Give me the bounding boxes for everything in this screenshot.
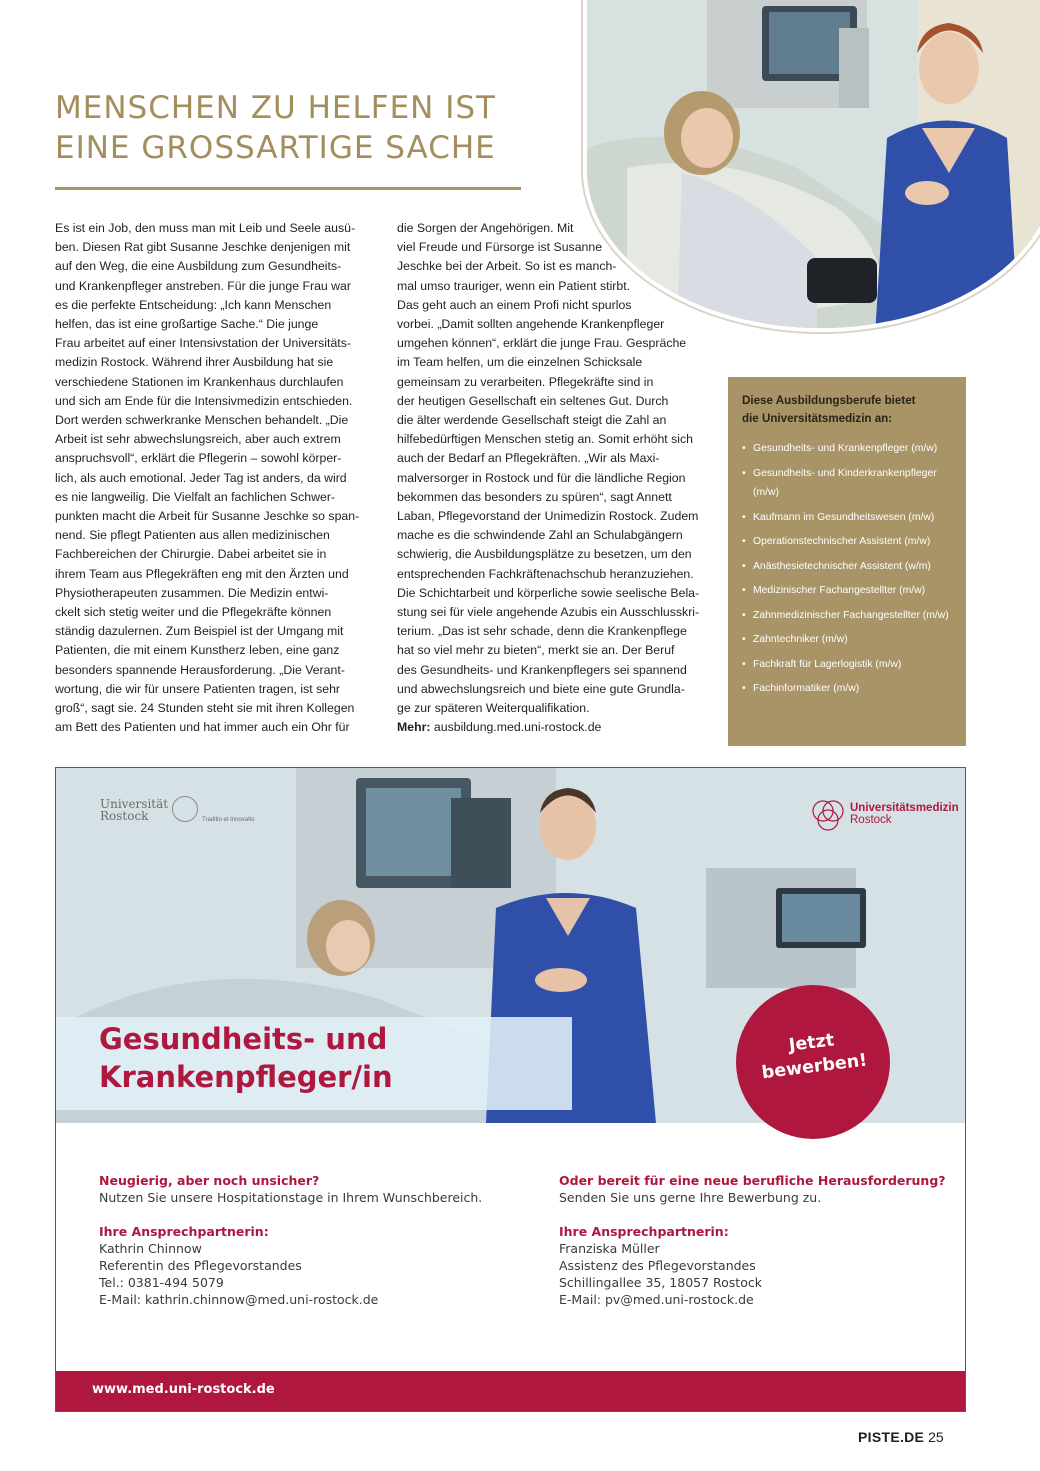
article-line: terium. „Das ist sehr schade, denn die Krankenpflege	[397, 624, 687, 639]
article-line: im Team helfen, um die einzelnen Schicksale	[397, 355, 643, 370]
right-contact-line: Schillingallee 35, 18057 Rostock	[559, 1275, 762, 1290]
article-line: Fachbereichen der Chirurgie. Dabei arbeitet sie in	[55, 547, 327, 562]
infobox-title	[742, 392, 952, 427]
infobox-title-line: die Universitätsmedizin an:	[742, 411, 893, 425]
ad-right-column	[559, 1172, 959, 1308]
article-line: ben. Diesen Rat gibt Susanne Jeschke denjenigen mit	[55, 240, 351, 255]
training-item: • Zahntechniker (m/w)	[742, 630, 952, 650]
article-line: mache es die schwindende Zahl an Schulabgängern	[397, 528, 683, 543]
infobox-title-line: Diese Ausbildungsberufe bietet	[742, 394, 916, 407]
article-line: groß“, sagt sie. 24 Stunden steht sie mit ihren Kollegen	[55, 701, 355, 716]
training-item: • Zahnmedizinischer Fachangestellter (m/w)	[742, 606, 952, 626]
article-line: ihrem Team aus Pflegekräften eng mit den Ärzten und	[55, 566, 349, 581]
university-logo-line: Universität	[100, 797, 169, 811]
unimedizin-logo-text	[850, 802, 959, 826]
article-line: malversorger in Rostock und für die ländliche Region	[397, 470, 686, 485]
job-advertisement	[55, 767, 966, 1412]
article-line: wortung, die wir für unsere Patienten tragen, ist sehr	[55, 681, 341, 696]
article-line: Es ist ein Job, den muss man mit Leib und Seele ausü-	[55, 221, 356, 235]
article-line: gemeinsam zu verarbeiten. Pflegekräfte sind in	[397, 374, 654, 389]
article-line: ständig dazulernen. Zum Beispiel ist der Umgang mit	[55, 624, 344, 639]
article-line: anspruchsvoll“, erklärt die Pflegerin – sowohl körper-	[55, 451, 342, 466]
article-line: die älter werdende Gesellschaft steigt die Zahl an	[397, 413, 667, 428]
more-line	[397, 718, 717, 737]
article-line: hilfebedürftigen Menschen stetig an. Somit erhöht sich	[397, 432, 693, 447]
ad-title-line: Gesundheits- und	[99, 1022, 388, 1056]
more-link[interactable]: ausbildung.med.uni-rostock.de	[433, 720, 602, 735]
page-number: 25	[928, 1429, 944, 1445]
article-line: Arbeit ist sehr abwechslungsreich, aber auch extrem	[55, 432, 341, 447]
right-contact-line: Assistenz des Pflegevorstandes	[559, 1258, 756, 1273]
article-line: Die Schichtarbeit und körperliche sowie seelische Bela-	[397, 585, 700, 600]
headline	[55, 88, 575, 168]
training-infobox	[728, 377, 966, 746]
article-line: entsprechenden Fachkräftenachschub heranzuziehen.	[397, 566, 694, 581]
headline-line: EINE GROSSARTIGE SACHE	[55, 130, 496, 166]
article-line: stung sei für viele angehende Azubis ein Ausschlusskri-	[397, 605, 700, 620]
unimedizin-logo-line: Universitätsmedizin	[850, 802, 959, 814]
ad-left-column	[99, 1172, 549, 1308]
left-contact-heading: Ihre Ansprechpartnerin:	[99, 1224, 269, 1239]
article-line: der heutigen Gesellschaft ein seltenes Gut. Durch	[397, 393, 669, 408]
article-line: besonders spannende Herausforderung. „Die Verant-	[55, 662, 345, 677]
article-line: Jeschke bei der Arbeit. So ist es manch-	[397, 259, 617, 274]
page-footer	[858, 1429, 944, 1445]
article-column-2	[397, 219, 717, 737]
unimedizin-logo-line: Rostock	[850, 814, 892, 826]
article-line: nend. Sie pflegt Patienten aus allen medizinischen	[55, 528, 330, 543]
article-line: und sich am Ende für die Intensivmedizin entschieden.	[55, 393, 353, 408]
badge-line: Jetzt	[787, 1030, 836, 1056]
article-line: punkten macht die Arbeit für Susanne Jeschke so span-	[55, 509, 360, 524]
article-line: mal umso trauriger, wenn ein Patient stirbt.	[397, 278, 631, 293]
article-line: medizin Rostock. Während ihrer Ausbildung hat sie	[55, 355, 334, 370]
left-contact-email[interactable]: E-Mail: kathrin.chinnow@med.uni-rostock.de	[99, 1292, 379, 1307]
article-line: schwierig, die Ausbildungsplätze zu besetzen, um den	[397, 547, 692, 562]
article-line: umgehen können“, erklärt die junge Frau. Gespräche	[397, 336, 687, 351]
right-contact-line: Franziska Müller	[559, 1241, 660, 1256]
article-line: ge zur späteren Weiterqualifikation.	[397, 701, 590, 716]
university-logo-line: Rostock	[100, 809, 149, 823]
training-item: • Kaufmann im Gesundheitswesen (m/w)	[742, 508, 952, 528]
article-line: am Bett des Patienten und hat immer auch ein Ohr für	[55, 720, 350, 735]
article-line: ckelt sich stetig weiter und die Pflegekräfte können	[55, 605, 332, 620]
apply-now-text	[734, 1022, 893, 1088]
university-logo	[100, 797, 255, 823]
apply-now-badge[interactable]	[736, 985, 890, 1139]
article-line: auf den Weg, die eine Ausbildung zum Gesundheits-	[55, 259, 342, 274]
article-line: Physiotherapeuten zusammen. Die Medizin entwi-	[55, 585, 329, 600]
article-column-1	[55, 219, 380, 737]
ad-footer-bar	[56, 1371, 965, 1411]
ad-footer-url[interactable]: www.med.uni-rostock.de	[92, 1382, 275, 1397]
article-line: hat so viel mehr zu bieten“, merkt sie an. Der Beruf	[397, 643, 675, 658]
ad-title-line: Krankenpfleger/in	[99, 1060, 393, 1094]
article-line: Dort werden schwerkranke Menschen behandelt. „Die	[55, 413, 349, 428]
university-motto: Traditio et Innovatio	[202, 817, 255, 823]
article-line: Frau arbeitet auf einer Intensivstation der Universitäts-	[55, 336, 351, 351]
training-item: • Anästhesietechnischer Assistent (w/m)	[742, 557, 952, 577]
training-list	[742, 439, 952, 699]
article-line: auch der Bedarf an Pflegekräften. „Wir als Maxi-	[397, 451, 660, 466]
training-item: • Gesundheits- und Krankenpfleger (m/w)	[742, 439, 952, 459]
training-item: • Fachkraft für Lagerlogistik (m/w)	[742, 655, 952, 675]
left-contact-line: Referentin des Pflegevorstandes	[99, 1258, 302, 1273]
article-line: es nie langweilig. Die Vielfalt an fachlichen Schwer-	[55, 489, 336, 504]
training-item: • Fachinformatiker (m/w)	[742, 679, 952, 699]
article-line: viel Freude und Fürsorge ist Susanne	[397, 240, 603, 255]
left-heading: Neugierig, aber noch unsicher?	[99, 1173, 320, 1188]
left-contact-line: Tel.: 0381-494 5079	[99, 1275, 224, 1290]
article-line: des Gesundheits- und Krankenpflegers sei spannend	[397, 662, 687, 677]
article-line: vorbei. „Damit sollten angehende Krankenpfleger	[397, 317, 665, 332]
ad-title	[99, 1020, 393, 1096]
article-line: bekommen das besonders zu spüren“, sagt Annett	[397, 489, 672, 504]
article-line: Das geht auch an einem Profi nicht spurlos	[397, 297, 632, 312]
right-contact-heading: Ihre Ansprechpartnerin:	[559, 1224, 729, 1239]
badge-line: bewerben!	[760, 1050, 869, 1084]
article-line: Laban, Pflegevorstand der Unimedizin Rostock. Zudem	[397, 509, 699, 524]
article-line: Patienten, die mit einem Kunstherz leben, eine ganz	[55, 643, 340, 658]
training-item: • Gesundheits- und Kinderkrankenpfleger (m/w)	[742, 464, 952, 503]
article-line: und Krankenpfleger anstreben. Für die junge Frau war	[55, 278, 351, 293]
article-line: es die perfekte Entscheidung: „Ich kann Menschen	[55, 297, 332, 312]
left-contact-line: Kathrin Chinnow	[99, 1241, 202, 1256]
article-line: lich, als auch emotional. Jeder Tag ist anders, da wird	[55, 470, 347, 485]
headline-rule	[55, 187, 521, 190]
headline-line: MENSCHEN ZU HELFEN IST	[55, 90, 496, 126]
university-seal-icon	[172, 796, 198, 822]
right-heading: Oder bereit für eine neue berufliche Herausforderung?	[559, 1173, 946, 1188]
rings-logo-icon	[810, 798, 846, 834]
right-contact-email[interactable]: E-Mail: pv@med.uni-rostock.de	[559, 1292, 754, 1307]
magazine-brand: PISTE.DE	[858, 1429, 925, 1445]
right-text: Senden Sie uns gerne Ihre Bewerbung zu.	[559, 1190, 822, 1205]
more-label: Mehr:	[397, 720, 431, 735]
article-line: und abwechslungsreich und biete eine gute Grundla-	[397, 681, 685, 696]
left-text: Nutzen Sie unsere Hospitationstage in Ihrem Wunschbereich.	[99, 1190, 483, 1205]
training-item: • Medizinischer Fachangestellter (m/w)	[742, 581, 952, 601]
article-line: die Sorgen der Angehörigen. Mit	[397, 221, 574, 235]
article-line: helfen, das ist eine großartige Sache.“ Die junge	[55, 317, 319, 332]
article-line: verschiedene Stationen im Krankenhaus durchlaufen	[55, 374, 344, 389]
training-item: • Operationstechnischer Assistent (m/w)	[742, 532, 952, 552]
